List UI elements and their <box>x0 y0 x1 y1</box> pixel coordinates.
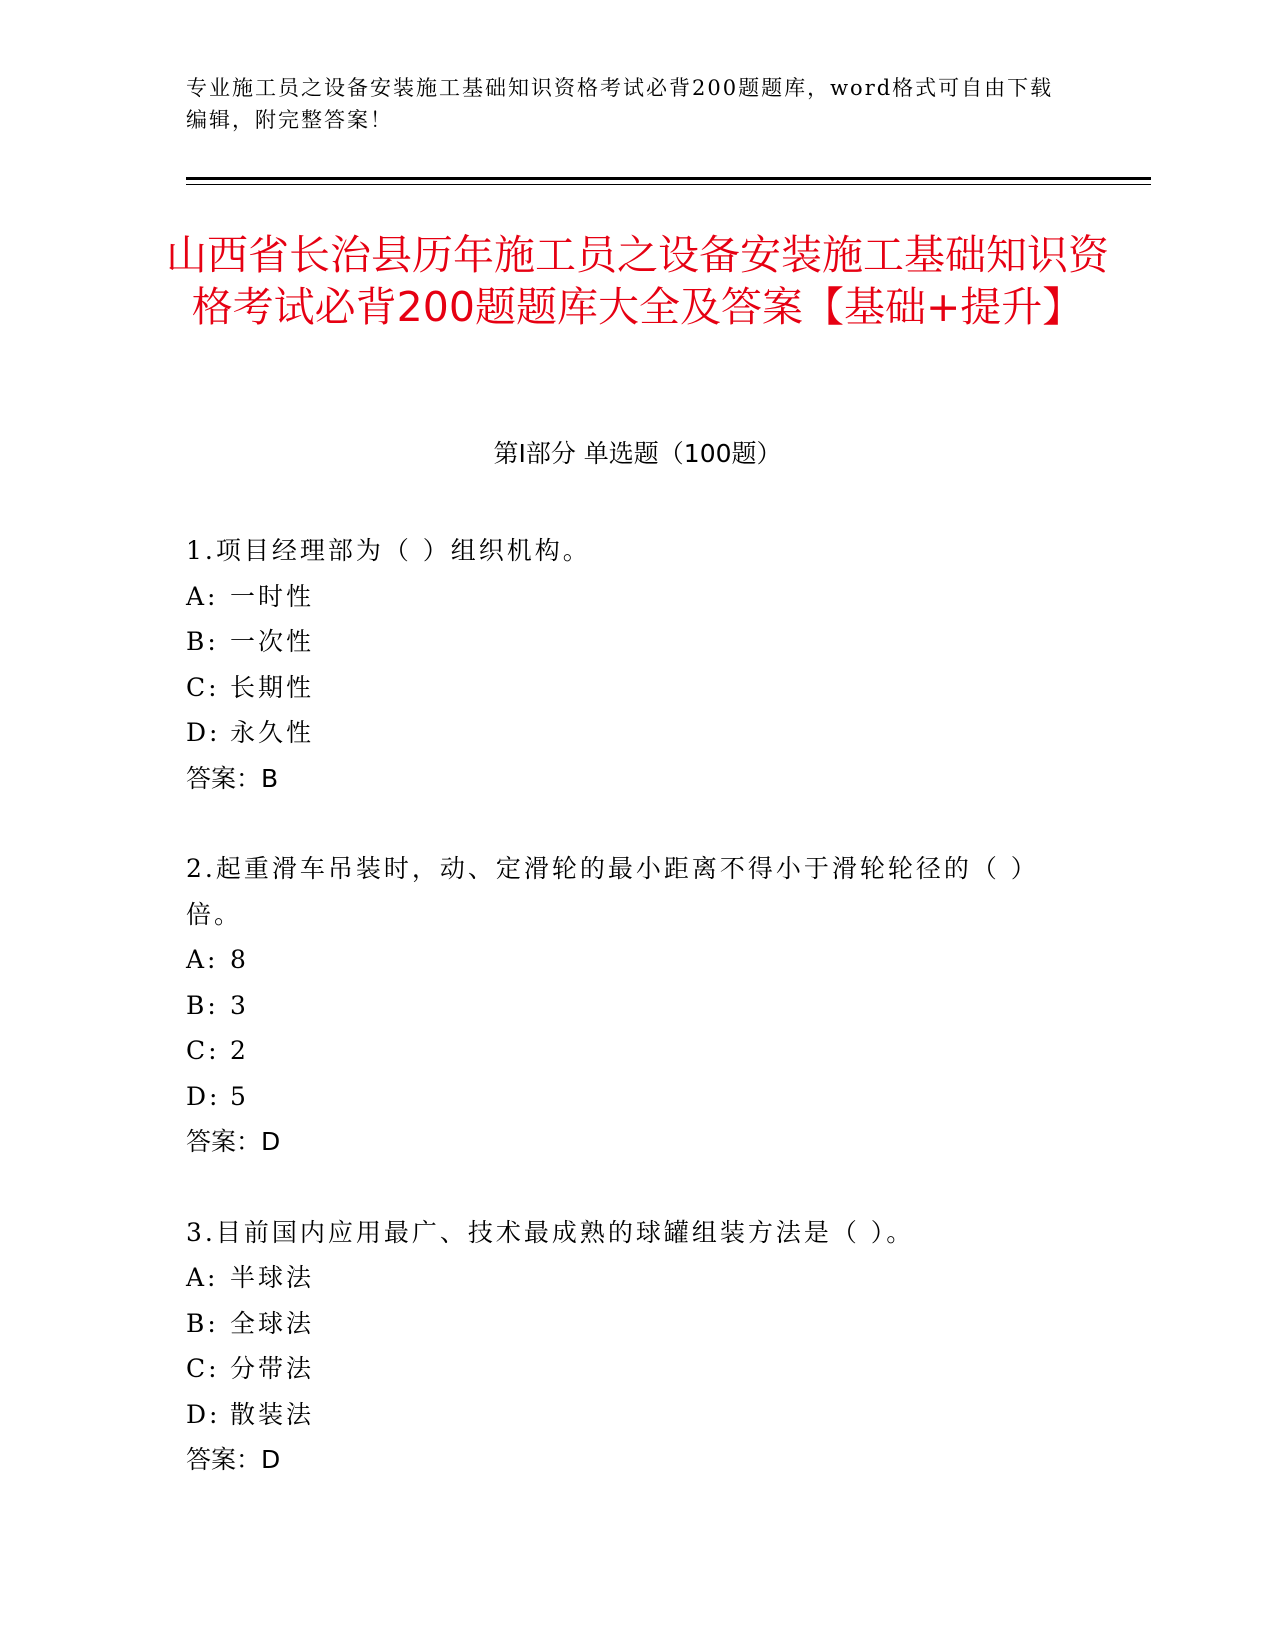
option-key: B: <box>186 627 219 656</box>
option-b <box>186 983 1066 1029</box>
option-key: B: <box>186 990 219 1020</box>
option-key: D: <box>186 718 221 747</box>
option-d <box>186 1074 1066 1120</box>
option-b <box>186 619 1066 665</box>
option-text: 全球法 <box>230 1308 315 1338</box>
question-stem: 1.项目经理部为（ ）组织机构。 <box>186 536 591 565</box>
option-text: 分带法 <box>230 1354 315 1383</box>
answer: 答案：D <box>186 1127 281 1156</box>
question-stem: 2.起重滑车吊装时，动、定滑轮的最小距离不得小于滑轮轮径的（ ）倍。 <box>186 854 1039 929</box>
option-key: D: <box>186 1399 221 1429</box>
option-text: 2 <box>230 1036 249 1065</box>
header-note: 专业施工员之设备安装施工基础知识资格考试必背200题题库，word格式可自由下载编辑，附完整答案！ <box>186 76 1054 132</box>
question-list <box>186 528 1066 1528</box>
option-c <box>186 665 1066 711</box>
option-text: 5 <box>230 1081 249 1111</box>
option-a <box>186 574 1066 620</box>
option-key: C: <box>186 1354 220 1383</box>
option-key: D: <box>186 1081 221 1111</box>
answer: 答案：B <box>186 763 279 793</box>
header-rule-thick <box>186 177 1151 180</box>
question-stem: 3.目前国内应用最广、技术最成熟的球罐组装方法是（ ）。 <box>186 1217 915 1247</box>
option-text: 3 <box>230 990 249 1020</box>
option-text: 一时性 <box>230 581 315 611</box>
option-key: A: <box>186 581 219 611</box>
question-1 <box>186 528 1066 801</box>
option-b <box>186 1301 1066 1347</box>
option-key: A: <box>186 945 219 974</box>
option-key: C: <box>186 672 220 702</box>
option-text: 长期性 <box>230 672 315 702</box>
option-c <box>186 1028 1066 1074</box>
option-key: A: <box>186 1263 219 1292</box>
option-c <box>186 1346 1066 1392</box>
header-rule-thin <box>186 184 1151 185</box>
document-title: 山西省长治县历年施工员之设备安装施工基础知识资格考试必背200题题库大全及答案【基础+提升】 <box>166 231 1109 331</box>
option-key: C: <box>186 1036 220 1065</box>
option-a <box>186 937 1066 983</box>
question-3 <box>186 1210 1066 1483</box>
answer: 答案：D <box>186 1445 281 1474</box>
section-title: 第I部分 单选题（100题） <box>493 439 782 468</box>
option-text: 8 <box>230 945 249 974</box>
option-d <box>186 1392 1066 1438</box>
option-text: 半球法 <box>230 1263 315 1292</box>
option-d <box>186 710 1066 756</box>
option-text: 永久性 <box>230 718 315 747</box>
question-2 <box>186 846 1066 1165</box>
option-text: 散装法 <box>230 1399 315 1429</box>
option-key: B: <box>186 1308 219 1338</box>
option-text: 一次性 <box>230 627 315 656</box>
option-a <box>186 1255 1066 1301</box>
